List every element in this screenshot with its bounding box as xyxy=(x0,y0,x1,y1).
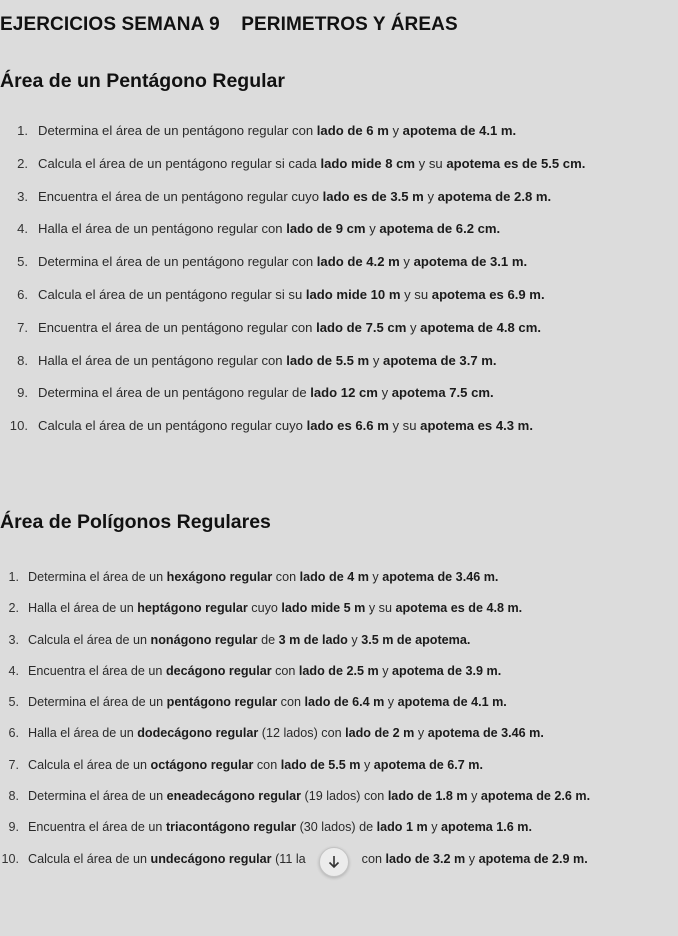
exercise-bold-text: apotema de 6.2 cm. xyxy=(379,221,501,237)
exercise-bold-text: lado de 6 m xyxy=(316,123,389,138)
exercise-number: 4. xyxy=(17,221,28,237)
exercise-plain-text: Halla el área de un xyxy=(28,726,138,741)
exercise-plain-text: (30 lados) de xyxy=(296,820,377,835)
exercise-item xyxy=(0,155,678,188)
exercise-item xyxy=(0,662,678,693)
exercise-plain-text: Determina el área de un pentágono regular de xyxy=(38,385,311,401)
exercise-text xyxy=(28,756,483,774)
exercise-text xyxy=(38,188,551,206)
exercise-number: 6. xyxy=(8,726,19,741)
exercise-number: 3. xyxy=(8,632,19,647)
section-title-pentagon: Área de un Pentágono Regular xyxy=(0,70,285,92)
exercise-text xyxy=(38,352,497,370)
exercise-plain-text: y xyxy=(399,254,414,270)
exercise-item xyxy=(0,188,678,221)
exercise-bold-text: apotema 7.5 cm. xyxy=(391,385,494,401)
exercise-item xyxy=(0,693,678,724)
exercise-bold-text: apotema es de 5.5 cm. xyxy=(446,155,586,171)
exercise-number: 1. xyxy=(8,570,19,584)
exercise-number: 7. xyxy=(8,757,19,772)
exercise-plain-text: Halla el área de un xyxy=(28,601,138,616)
exercise-bold-text: apotema es de 4.8 m. xyxy=(395,601,523,616)
exercise-plain-text: Determina el área de un xyxy=(28,695,167,710)
exercise-item xyxy=(0,253,678,286)
exercise-bold-text: lado de 5.5 m xyxy=(280,757,361,772)
exercise-bold-text: apotema de 3.46 m. xyxy=(427,726,544,741)
exercise-plain-text: Halla el área de un pentágono regular con xyxy=(38,221,287,237)
exercise-plain-text: y xyxy=(414,726,428,741)
exercise-text xyxy=(38,220,500,238)
exercise-plain-text: Calcula el área de un xyxy=(28,757,151,772)
exercise-bold-text: decágono regular xyxy=(165,663,272,678)
exercise-bold-text: apotema de 4.1 m. xyxy=(402,123,517,138)
exercise-bold-text: undecágono regular xyxy=(150,851,272,866)
exercise-plain-text: Calcula el área de un xyxy=(28,632,151,647)
exercise-bold-text: lado mide 10 m xyxy=(305,286,401,302)
exercise-number: 9. xyxy=(8,820,19,835)
exercise-bold-text: dodecágono regular xyxy=(137,726,259,741)
exercise-plain-text: y xyxy=(347,632,362,647)
exercise-bold-text: lado 12 cm xyxy=(310,385,378,401)
exercise-bold-text: lado mide 5 m xyxy=(281,601,366,616)
exercise-plain-text: y su xyxy=(400,286,432,302)
exercise-item xyxy=(0,352,678,385)
exercise-item xyxy=(0,787,678,818)
exercise-number: 10. xyxy=(9,418,28,434)
exercise-list-polygons xyxy=(0,568,678,881)
exercise-plain-text: Encuentra el área de un xyxy=(28,820,166,835)
exercise-bold-text: apotema es 6.9 m. xyxy=(431,286,545,302)
exercise-number: 6. xyxy=(17,286,28,302)
exercise-plain-text: y su xyxy=(365,601,396,616)
exercise-item xyxy=(0,122,678,155)
exercise-number: 8. xyxy=(17,352,28,368)
exercise-item xyxy=(0,724,678,755)
exercise-plain-text: (19 lados) con xyxy=(301,789,388,804)
exercise-bold-text: apotema de 2.8 m. xyxy=(437,188,552,204)
exercise-number: 1. xyxy=(17,123,28,138)
exercise-number: 9. xyxy=(17,385,28,401)
exercise-text xyxy=(28,662,501,680)
exercise-item xyxy=(0,756,678,787)
exercise-item xyxy=(0,384,678,417)
exercise-text xyxy=(38,286,545,304)
exercise-number: 4. xyxy=(8,663,19,678)
scroll-down-button[interactable] xyxy=(319,847,349,877)
exercise-bold-text: triacontágono regular xyxy=(165,820,297,835)
exercise-text xyxy=(28,599,522,617)
exercise-bold-text: 3.5 m de apotema. xyxy=(361,632,471,647)
exercise-item xyxy=(0,599,678,630)
exercise-bold-text: 3 m de lado xyxy=(278,632,348,647)
exercise-plain-text: con xyxy=(361,851,386,866)
exercise-plain-text: y su xyxy=(388,418,421,434)
exercise-plain-text: y su xyxy=(415,155,447,171)
exercise-plain-text: con xyxy=(277,695,305,710)
exercise-list-pentagon xyxy=(0,122,678,450)
exercise-item xyxy=(0,417,678,450)
exercise-bold-text: heptágono regular xyxy=(137,601,248,616)
exercise-bold-text: apotema de 3.1 m. xyxy=(413,254,528,270)
exercise-text xyxy=(28,724,544,742)
exercise-plain-text: (11 la xyxy=(271,851,306,866)
exercise-bold-text: apotema de 3.46 m. xyxy=(382,570,499,584)
exercise-bold-text: lado es 6.6 m xyxy=(306,418,389,434)
exercise-bold-text: apotema de 2.9 m. xyxy=(478,851,588,866)
exercise-plain-text: Determina el área de un pentágono regular con xyxy=(38,254,317,270)
exercise-text xyxy=(28,818,532,836)
exercise-bold-text: eneadecágono regular xyxy=(166,789,301,804)
exercise-bold-text: lado de 1.8 m xyxy=(387,789,468,804)
exercise-bold-text: apotema de 4.8 cm. xyxy=(420,319,541,335)
exercise-plain-text: Encuentra el área de un pentágono regular con xyxy=(38,319,317,335)
exercise-text xyxy=(28,568,498,586)
exercise-bold-text: pentágono regular xyxy=(166,695,278,710)
exercise-bold-text: apotema de 6.7 m. xyxy=(373,757,483,772)
exercise-bold-text: apotema de 3.9 m. xyxy=(392,663,502,678)
exercise-plain-text: y xyxy=(427,820,441,835)
page-title: EJERCICIOS SEMANA 9 PERIMETROS Y ÁREAS xyxy=(0,14,458,35)
exercise-plain-text: Encuentra el área de un xyxy=(28,663,166,678)
exercise-plain-text: y xyxy=(360,757,374,772)
exercise-plain-text: Encuentra el área de un pentágono regular cuyo xyxy=(38,188,323,204)
exercise-plain-text: Calcula el área de un pentágono regular si cada xyxy=(38,155,321,171)
exercise-bold-text: apotema 1.6 m. xyxy=(441,820,532,835)
exercise-bold-text: lado mide 8 cm xyxy=(320,155,416,171)
exercise-plain-text: y xyxy=(369,352,384,368)
exercise-plain-text: y xyxy=(467,789,481,804)
exercise-text xyxy=(28,787,590,805)
exercise-bold-text: octágono regular xyxy=(150,757,254,772)
exercise-item xyxy=(0,319,678,352)
exercise-bold-text: lado de 4.2 m xyxy=(316,254,400,270)
exercise-plain-text: Determina el área de un pentágono regular con xyxy=(38,123,317,138)
exercise-plain-text: Calcula el área de un pentágono regular cuyo xyxy=(38,418,307,434)
section-title-polygons: Área de Polígonos Regulares xyxy=(0,511,271,533)
exercise-text xyxy=(28,631,470,649)
exercise-plain-text: Halla el área de un pentágono regular con xyxy=(38,352,287,368)
exercise-bold-text: lado de 2 m xyxy=(345,726,415,741)
exercise-plain-text: Determina el área de un xyxy=(28,570,167,584)
exercise-text xyxy=(38,384,494,402)
exercise-number: 5. xyxy=(8,695,19,710)
exercise-bold-text: apotema de 4.1 m. xyxy=(397,695,507,710)
exercise-plain-text: de xyxy=(257,632,279,647)
exercise-bold-text: hexágono regular xyxy=(166,570,273,584)
exercise-text xyxy=(38,253,527,271)
exercise-bold-text: apotema de 3.7 m. xyxy=(383,352,497,368)
exercise-plain-text: y xyxy=(365,221,380,237)
exercise-plain-text: y xyxy=(388,123,403,138)
exercise-number: 2. xyxy=(8,601,19,616)
exercise-plain-text: y xyxy=(406,319,421,335)
exercise-text xyxy=(38,319,541,337)
exercise-plain-text: Determina el área de un xyxy=(28,789,167,804)
exercise-bold-text: apotema es 4.3 m. xyxy=(420,418,533,434)
exercise-text xyxy=(38,122,516,140)
exercise-bold-text: lado de 9 cm xyxy=(286,221,366,237)
exercise-bold-text: nonágono regular xyxy=(150,632,258,647)
exercise-plain-text: (12 lados) con xyxy=(258,726,346,741)
exercise-item xyxy=(0,818,678,849)
exercise-text xyxy=(38,155,585,173)
exercise-plain-text: cuyo xyxy=(247,601,282,616)
exercise-plain-text: y xyxy=(384,695,398,710)
exercise-bold-text: lado de 5.5 m xyxy=(286,352,370,368)
exercise-bold-text: lado de 3.2 m xyxy=(385,851,466,866)
exercise-item xyxy=(0,568,678,599)
exercise-plain-text: y xyxy=(377,385,392,401)
exercise-text xyxy=(28,850,588,868)
exercise-plain-text: Calcula el área de un pentágono regular si su xyxy=(38,286,306,302)
exercise-number: 3. xyxy=(17,188,28,204)
exercise-bold-text: lado 1 m xyxy=(376,820,428,835)
exercise-number: 5. xyxy=(17,254,28,270)
exercise-plain-text: Calcula el área de un xyxy=(28,851,151,866)
exercise-plain-text: y xyxy=(378,663,393,678)
exercise-item xyxy=(0,220,678,253)
exercise-bold-text: lado de 7.5 cm xyxy=(316,319,407,335)
exercise-number: 10. xyxy=(1,851,19,866)
exercise-plain-text: con xyxy=(253,757,281,772)
exercise-plain-text: con xyxy=(272,570,300,584)
exercise-bold-text: lado de 4 m xyxy=(299,570,369,584)
exercise-bold-text: apotema de 2.6 m. xyxy=(480,789,591,804)
arrow-down-icon xyxy=(328,855,340,869)
exercise-text xyxy=(38,417,533,435)
exercise-text xyxy=(28,693,507,711)
exercise-plain-text: con xyxy=(271,663,299,678)
exercise-bold-text: lado de 2.5 m xyxy=(298,663,379,678)
exercise-number: 2. xyxy=(17,155,28,171)
exercise-number: 7. xyxy=(17,319,28,335)
exercise-item xyxy=(0,631,678,662)
exercise-bold-text: lado de 6.4 m xyxy=(304,695,385,710)
exercise-bold-text: lado es de 3.5 m xyxy=(322,188,424,204)
exercise-plain-text: y xyxy=(368,570,383,584)
exercise-plain-text: y xyxy=(465,851,479,866)
exercise-item xyxy=(0,286,678,319)
exercise-plain-text: y xyxy=(423,188,438,204)
exercise-number: 8. xyxy=(8,789,19,804)
